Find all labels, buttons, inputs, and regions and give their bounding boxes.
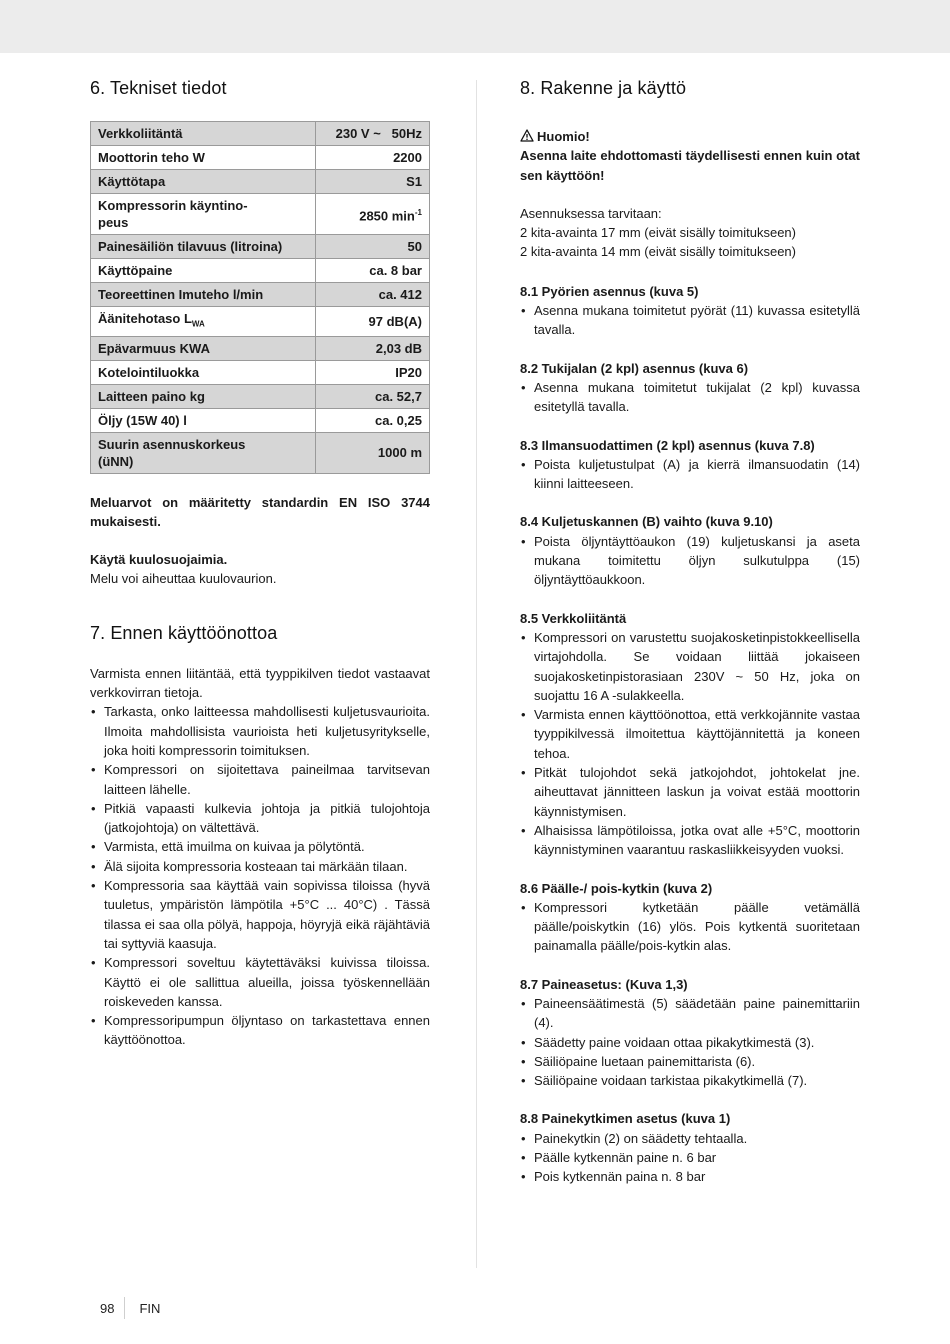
spec-value: 2,03 dB bbox=[315, 336, 429, 360]
spec-label: Käyttötapa bbox=[91, 170, 316, 194]
spec-row bbox=[91, 283, 430, 307]
spec-row bbox=[91, 336, 430, 360]
spec-table bbox=[90, 121, 430, 474]
spec-label: Verkkoliitäntä bbox=[91, 122, 316, 146]
spec-label: Öljy (15W 40) l bbox=[91, 408, 316, 432]
list-item: • Kompressori soveltuu käytettäväksi kuivissa tiloissa. Käyttö ei ole sallittua alueilla, joissa työskennellään roiskeveden kanssa. bbox=[90, 953, 430, 1011]
spec-value: 1000 m bbox=[315, 432, 429, 473]
spec-value: 2850 $\min^{-1}$ bbox=[315, 194, 429, 235]
tools-item: 2 kita-avainta 14 mm (eivät sisälly toimitukseen) bbox=[520, 244, 796, 260]
subsection-list bbox=[520, 532, 860, 590]
subsection-title: 8.2 Tukijalan (2 kpl) asennus (kuva 6) bbox=[520, 360, 749, 376]
spec-row bbox=[91, 384, 430, 408]
tools-list bbox=[520, 223, 860, 262]
subsection-list bbox=[520, 994, 860, 1090]
list-item: • Varmista, että imuilma on kuivaa ja pölytöntä. bbox=[90, 837, 430, 856]
section-8-subsections bbox=[520, 282, 860, 1187]
spec-value: S1 bbox=[315, 170, 429, 194]
left-column bbox=[90, 78, 430, 1050]
list-item: • Varmista ennen käyttöönottoa, että verkkojännite vastaa tyyppikilvessä ilmoitettua käyttöjännitettä ja koneen tehoa. bbox=[520, 705, 860, 763]
spec-row bbox=[91, 146, 430, 170]
tools-title: Asennuksessa tarvitaan: bbox=[520, 205, 662, 221]
spec-label: Teoreettinen Imuteho l/min bbox=[91, 283, 316, 307]
subsection-list bbox=[520, 301, 860, 340]
list-item: • Paineensäätimestä (5) säädetään paine painemittariin (4). bbox=[520, 994, 860, 1033]
spec-label-subscript: WA bbox=[191, 319, 205, 329]
list-item: • Päälle kytkennän paine n. 6 bar bbox=[520, 1148, 860, 1167]
list-item: • Pitkiä vapaasti kulkevia johtoja ja pitkiä tulojohtoja (jatkojohtoja) on vältettävä. bbox=[90, 799, 430, 838]
list-item: • Säiliöpaine luetaan painemittarista (6). bbox=[520, 1052, 860, 1071]
list-item: • Asenna mukana toimitetut pyörät (11) kuvassa esitetyllä tavalla. bbox=[520, 301, 860, 340]
spec-value: 97 dB(A) bbox=[315, 307, 429, 337]
tools-item: 2 kita-avainta 17 mm (eivät sisälly toimitukseen) bbox=[520, 225, 796, 241]
subsection-list bbox=[520, 1129, 860, 1187]
section-7-intro: Varmista ennen liitäntää, että tyyppikilven tiedot vastaavat verkkovirran tietoja. bbox=[90, 665, 430, 701]
list-item: • Poista kuljetustulpat (A) ja kierrä ilmansuodatin (14) kiinni laitteeseen. bbox=[520, 455, 860, 494]
ear-protection-title: Käytä kuulosuojaimia. bbox=[90, 552, 228, 568]
list-item: • Kompressori kytketään päälle vetämällä päälle/poiskytkin (16) ylös. Pois kytkentä suoritetaan painamalla päälle/pois-kytkin alas. bbox=[520, 898, 860, 956]
spec-row bbox=[91, 259, 430, 283]
spec-row bbox=[91, 408, 430, 432]
spec-label: Kotelointiluokka bbox=[91, 360, 316, 384]
subsection-title: 8.6 Päälle-/ pois-kytkin (kuva 2) bbox=[520, 880, 713, 896]
list-item: • Asenna mukana toimitetut tukijalat (2 kpl) kuvassa esitetyllä tavalla. bbox=[520, 378, 860, 417]
spec-value: 230 V ~ 50Hz bbox=[315, 122, 429, 146]
spec-label: Laitteen paino kg bbox=[91, 384, 316, 408]
warning-title-text: Huomio! bbox=[537, 129, 590, 144]
list-item: • Älä sijoita kompressoria kosteaan tai märkään tilaan. bbox=[90, 857, 430, 876]
ear-protection-text: Melu voi aiheuttaa kuulovaurion. bbox=[90, 571, 277, 587]
subsection-title: 8.3 Ilmansuodattimen (2 kpl) asennus (kuva 7.8) bbox=[520, 437, 815, 453]
warning-triangle-icon bbox=[520, 129, 534, 142]
top-bar bbox=[0, 0, 950, 53]
spec-row bbox=[91, 235, 430, 259]
subsection-title: 8.1 Pyörien asennus (kuva 5) bbox=[520, 283, 699, 299]
spec-label: Käyttöpaine bbox=[91, 259, 316, 283]
subsection-list bbox=[520, 378, 860, 417]
spec-row bbox=[91, 360, 430, 384]
footer-separator bbox=[124, 1297, 125, 1319]
subsection-title: 8.5 Verkkoliitäntä bbox=[520, 610, 627, 626]
spec-value: ca. 0,25 bbox=[315, 408, 429, 432]
subsection-list bbox=[520, 455, 860, 494]
subsection-title: 8.8 Painekytkimen asetus (kuva 1) bbox=[520, 1111, 731, 1127]
subsection-title: 8.7 Paineasetus: (Kuva 1,3) bbox=[520, 976, 688, 992]
section-6-title: 6. Tekniset tiedot bbox=[90, 78, 227, 98]
subsection-title: 8.4 Kuljetuskannen (B) vaihto (kuva 9.10) bbox=[520, 514, 773, 530]
page-number: 98 bbox=[100, 1300, 115, 1316]
list-item: • Kompressoripumpun öljyntaso on tarkastettava ennen käyttöönottoa. bbox=[90, 1011, 430, 1050]
spec-label: Moottorin teho W bbox=[91, 146, 316, 170]
spec-row bbox=[91, 307, 430, 337]
spec-row bbox=[91, 194, 430, 235]
subsection-list bbox=[520, 628, 860, 860]
spec-value: IP20 bbox=[315, 360, 429, 384]
spec-value: 50 bbox=[315, 235, 429, 259]
spec-row bbox=[91, 170, 430, 194]
list-item: • Pitkät tulojohdot sekä jatkojohdot, johtokelat jne. aiheuttavat jännitteen laskun ja voivat estää moottorin käynnistymisen. bbox=[520, 763, 860, 821]
list-item: • Tarkasta, onko laitteessa mahdollisesti kuljetusvaurioita. Ilmoita mahdollisista vaurioista heti kuljetusyritykselle, joka hoiti kompressorin toimituksen. bbox=[90, 702, 430, 760]
spec-row bbox=[91, 122, 430, 146]
footer-language: FIN bbox=[139, 1300, 161, 1316]
list-item: • Kompressoria saa käyttää vain sopivissa tiloissa (hyvä tuuletus, ympäristön lämpötila +5°C ... 40°C) . Tässä tilassa ei saa olla pölyä, happoja, höyryjä eikä räjähtäviä tai syttyviä kaasuja. bbox=[90, 876, 430, 953]
spec-label: Kompressorin käyntino- peus bbox=[91, 194, 316, 235]
spec-label: Painesäiliön tilavuus (litroina) bbox=[91, 235, 316, 259]
spec-label: Äänitehotaso $L_{WA}$ bbox=[91, 307, 316, 337]
spec-label: Epävarmuus KWA bbox=[91, 336, 316, 360]
section-8-title: 8. Rakenne ja käyttö bbox=[520, 78, 687, 98]
list-item: • Painekytkin (2) on säädetty tehtaalla. bbox=[520, 1129, 860, 1148]
list-item: • Säiliöpaine voidaan tarkistaa pikakytkimellä (7). bbox=[520, 1071, 860, 1090]
section-7-list bbox=[90, 702, 430, 1049]
page-footer bbox=[100, 1297, 160, 1319]
list-item: • Säädetty paine voidaan ottaa pikakytkimestä (3). bbox=[520, 1033, 860, 1052]
spec-row bbox=[91, 432, 430, 473]
spec-value: ca. 412 bbox=[315, 283, 429, 307]
spec-value: 2200 bbox=[315, 146, 429, 170]
subsection-list bbox=[520, 898, 860, 956]
spec-label: Suurin asennuskorkeus (üNN) bbox=[91, 432, 316, 473]
list-item: • Kompressori on varustettu suojakosketinpistokkeellisella virtajohdolla. Se voidaan liittää jokaiseen suojakosketinpistorasiaan 230V ~ 50 Hz, joka on suojattu 16 A -sulakkeella. bbox=[520, 628, 860, 705]
list-item: • Kompressori on sijoitettava paineilmaa tarvitsevan laitteen lähelle. bbox=[90, 760, 430, 799]
spec-value-superscript: -1 bbox=[414, 207, 422, 217]
section-7-title: 7. Ennen käyttöönottoa bbox=[90, 622, 278, 643]
noise-note: Meluarvot on määritetty standardin EN ISO 3744 mukaisesti. bbox=[90, 494, 430, 529]
list-item: • Poista öljyntäyttöaukon (19) kuljetuskansi ja aseta mukana toimitettu öljyn sulkutulppa (15) öljyntäyttöaukkoon. bbox=[520, 532, 860, 590]
warning-title bbox=[520, 127, 860, 146]
right-column bbox=[520, 78, 860, 1187]
spec-value: ca. 52,7 bbox=[315, 384, 429, 408]
warning-text: Asenna laite ehdottomasti täydellisesti ennen kuin otat sen käyttöön! bbox=[520, 148, 860, 183]
spec-value: ca. 8 bar bbox=[315, 259, 429, 283]
column-divider bbox=[476, 80, 477, 1268]
list-item: • Pois kytkennän paina n. 8 bar bbox=[520, 1167, 860, 1186]
list-item: • Alhaisissa lämpötiloissa, jotka ovat alle +5°C, moottorin käynnistyminen vaarantuu raskasliikkeisyyden vuoksi. bbox=[520, 821, 860, 860]
